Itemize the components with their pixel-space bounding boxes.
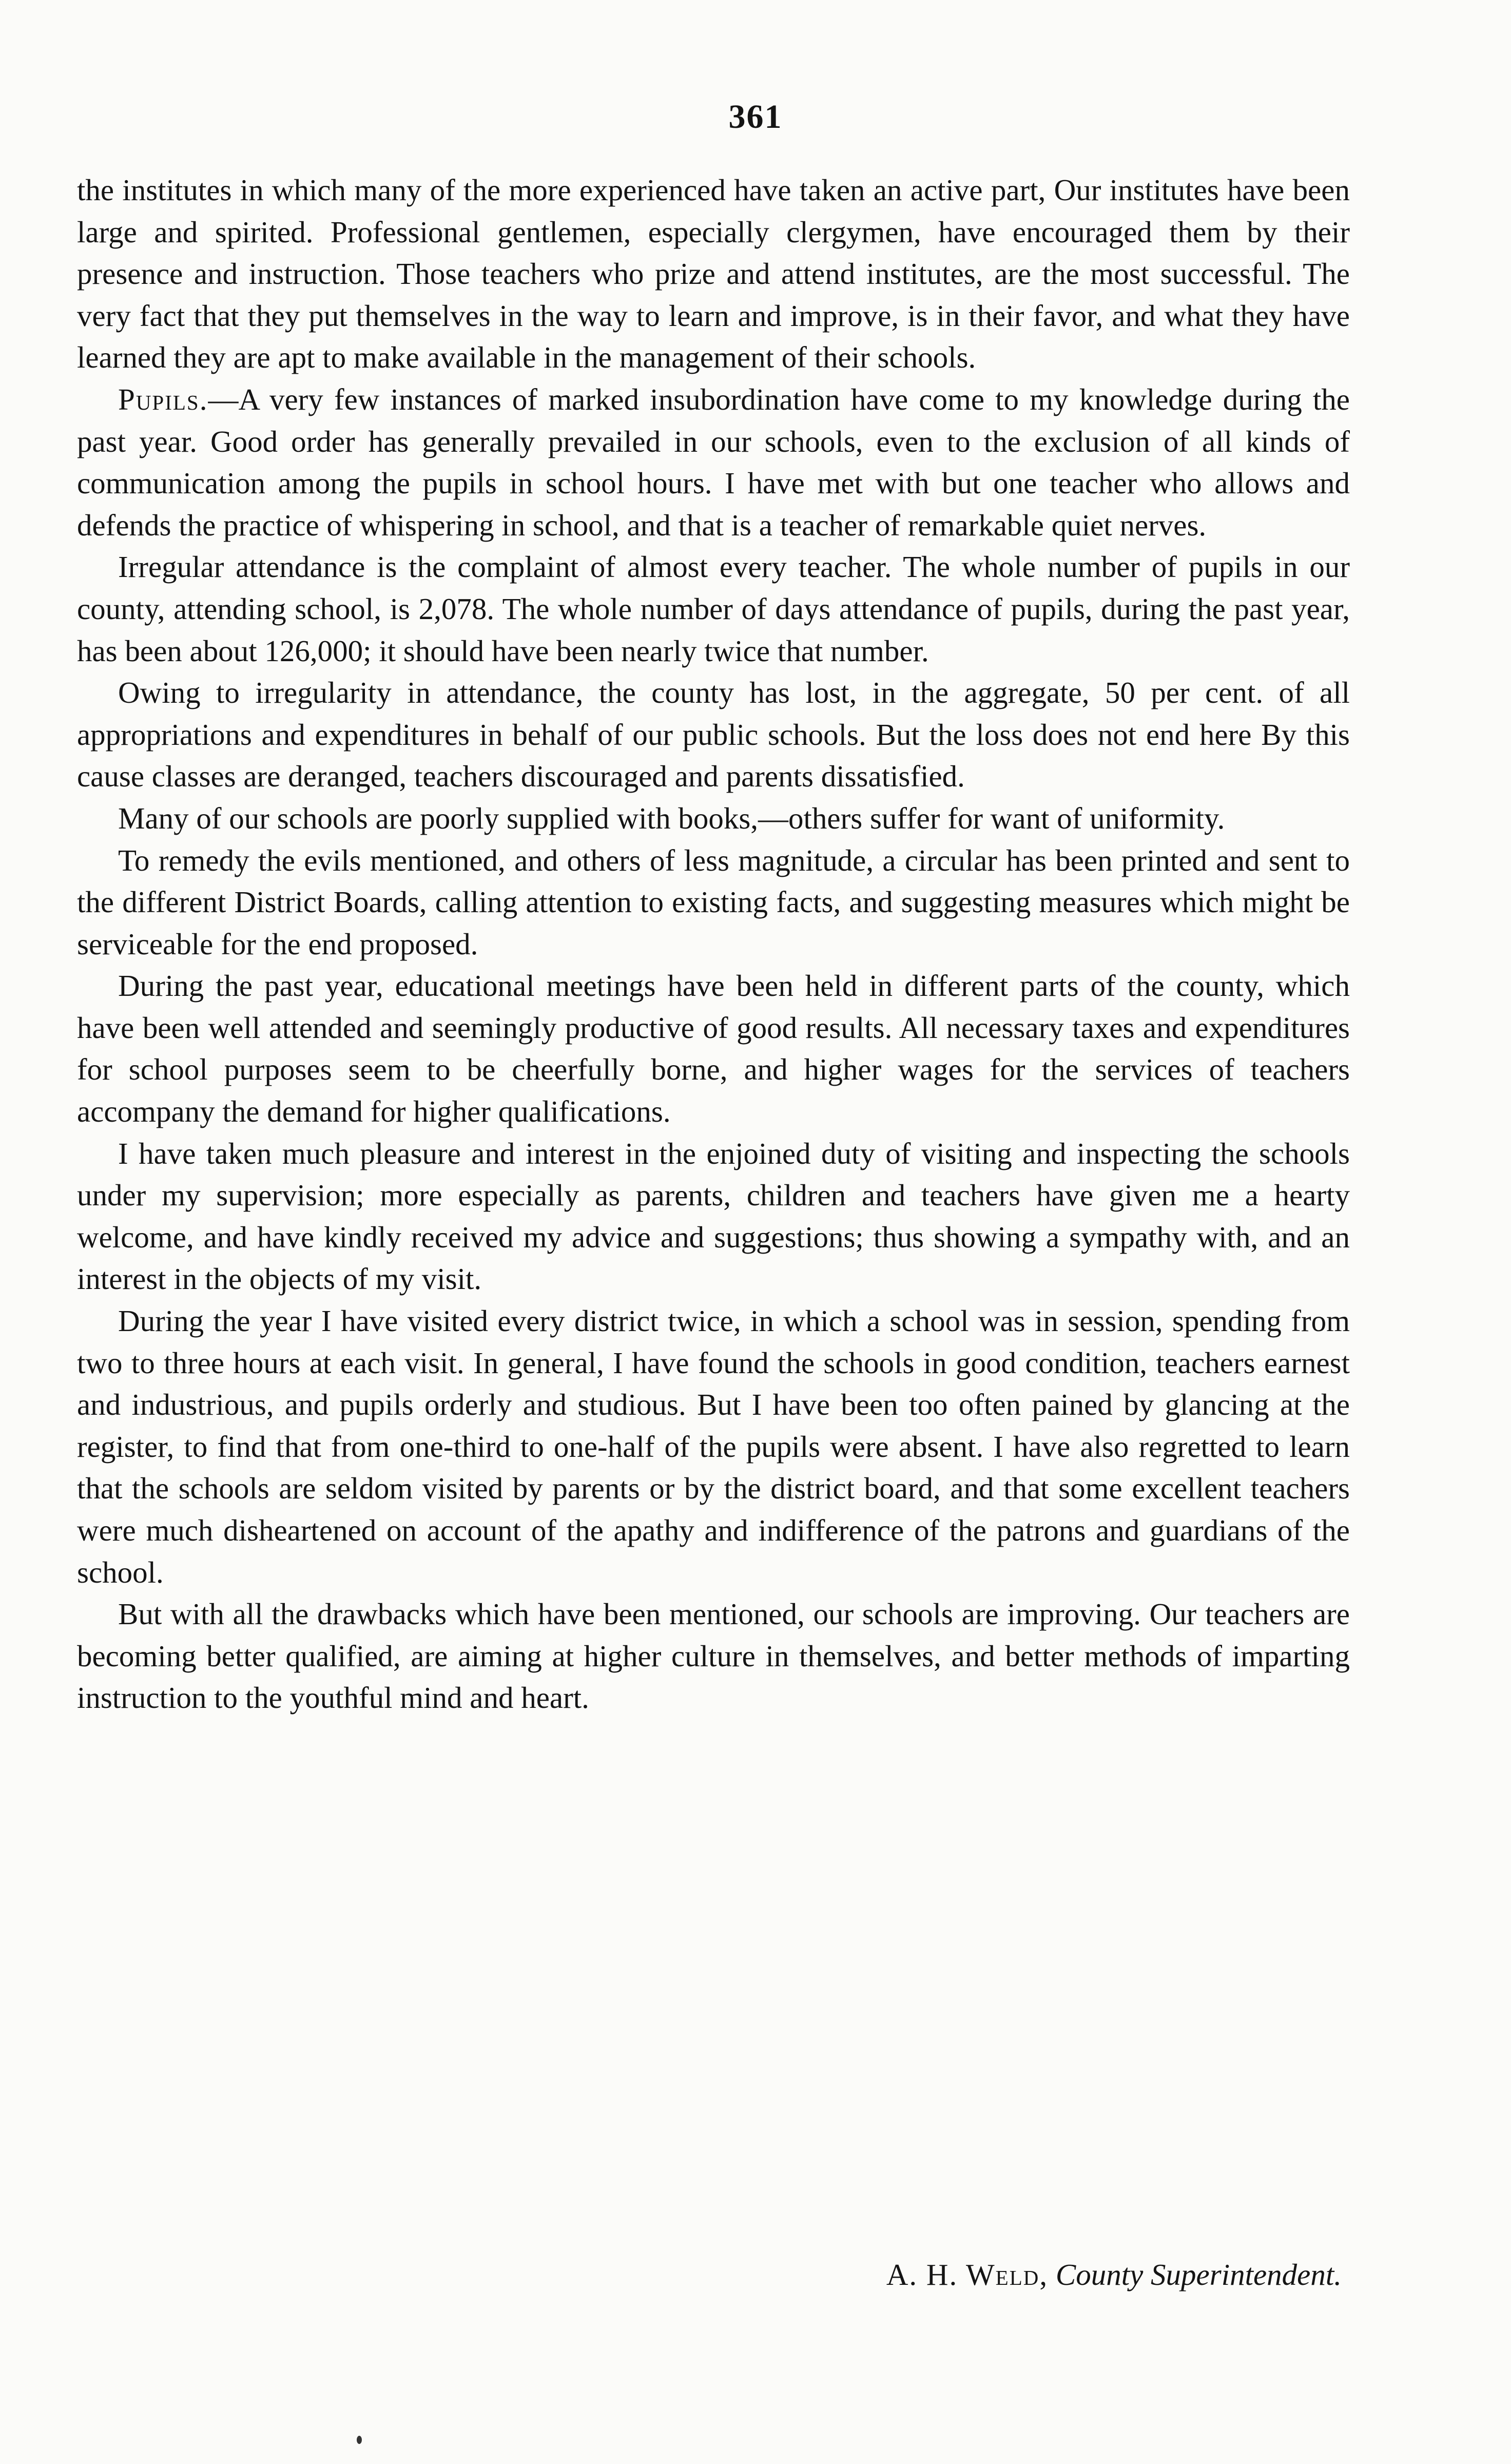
signature: [886, 2254, 1342, 2296]
paragraph-books: Many of our schools are poorly supplied with books,—others suffer for want of uniformity.: [118, 801, 1225, 835]
paragraph-educational-meetings: During the past year, educational meetings have been held in different parts of the county, which have been well attended and seemingly productive of good results. All necessary taxes and expenditures for school purposes seem to be cheerfully borne, and higher wages for the services of teachers accompany the demand for higher qualifications.: [77, 969, 1350, 1129]
report-body: [77, 169, 1350, 1719]
ink-speck-mark: [357, 2436, 362, 2444]
signature-title: County Superintendent.: [1055, 2258, 1342, 2292]
paragraph-irregular-attendance: Irregular attendance is the complaint of almost every teacher. The whole number of pupils in our county, attending school, is 2,078. The whole number of days attendance of pupils, during the past year, has been about 126,000; it should have been nearly twice that number.: [77, 550, 1350, 668]
signature-name: A. H. Weld,: [886, 2258, 1049, 2292]
page-number: 361: [728, 98, 783, 136]
section-heading-pupils: Pupils.: [118, 382, 208, 416]
paragraph-institutes: the institutes in which many of the more experienced have taken an active part, Our institutes have been large and spirited. Professional gentlemen, especially clergymen, have encouraged them by their presence and instruction. Those teachers who prize and attend institutes, are the most successful. The very fact that they put themselves in the way to learn and improve, is in their favor, and what they have learned they are apt to make available in the management of their schools.: [77, 173, 1350, 375]
paragraph-irregularity-loss: Owing to irregularity in attendance, the county has lost, in the aggregate, 50 per cent. of all appropriations and expenditures in behalf of our public schools. But the loss does not end here By this cause classes are deranged, teachers discouraged and parents dissatisfied.: [77, 676, 1350, 794]
paragraph-pupils-text: —A very few instances of marked insubordination have come to my knowledge during the past year. Good order has generally prevailed in our schools, even to the exclusion of all kinds of communication among the pupils in school hours. I have met with but one teacher who allows and defends the practice of whispering in school, and that is a teacher of remarkable quiet nerves.: [77, 382, 1350, 542]
paragraph-circular: To remedy the evils mentioned, and others of less magnitude, a circular has been printed and sent to the different District Boards, calling attention to existing facts, and suggesting measures which might be serviceable for the end proposed.: [77, 843, 1350, 961]
paragraph-improving: But with all the drawbacks which have been mentioned, our schools are improving. Our teachers are becoming better qualified, are aiming at higher culture in themselves, and better methods of imparting instruction to the youthful mind and heart.: [77, 1597, 1350, 1715]
paragraph-visiting: I have taken much pleasure and interest in the enjoined duty of visiting and inspecting the schools under my supervision; more especially as parents, children and teachers have given me a hearty welcome, and have kindly received my advice and suggestions; thus showing a sympathy with, and an interest in the objects of my visit.: [77, 1136, 1350, 1296]
paragraph-pupils: [77, 379, 1350, 546]
paragraph-visits-findings: During the year I have visited every district twice, in which a school was in session, spending from two to three hours at each visit. In general, I have found the schools in good condition, teachers earnest and industrious, and pupils orderly and studious. But I have been too often pained by glancing at the register, to find that from one-third to one-half of the pupils were absent. I have also regretted to learn that the schools are seldom visited by parents or by the district board, and that some excellent teachers were much disheartened on account of the apathy and indifference of the patrons and guardians of the school.: [77, 1304, 1350, 1589]
